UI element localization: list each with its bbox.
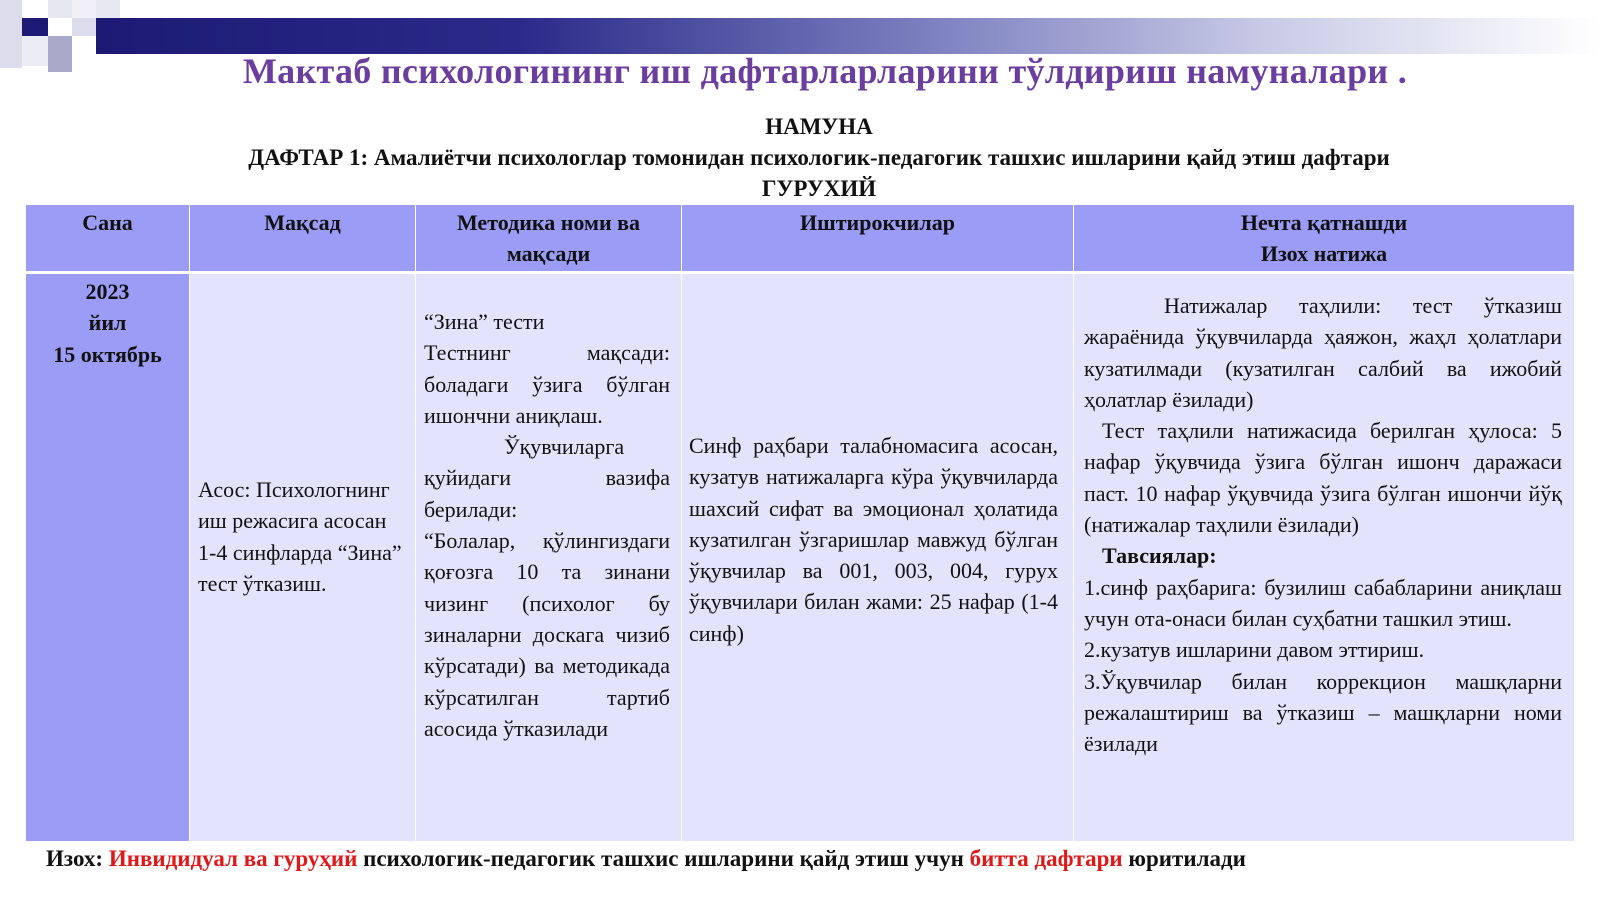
header-date-label: Сана bbox=[82, 210, 133, 235]
footnote bbox=[46, 846, 1246, 872]
date-word: йил bbox=[88, 310, 127, 336]
notebook-heading: ДАФТАР 1: Амалиётчи психологлар томонидан психологик-педагогик ташхис ишларини қайд этиш дафтари bbox=[248, 145, 1390, 170]
cell-goal bbox=[190, 274, 415, 841]
deco-square bbox=[96, 0, 120, 18]
page-title: Мактаб психологининг иш дафтарларларини тўлдириш намуналари . bbox=[242, 51, 1408, 91]
recommendation-item: 2.кузатув ишларини давом эттириш. bbox=[1084, 637, 1425, 663]
cell-method bbox=[416, 274, 681, 841]
method-instruction: “Болалар, қўлингиздаги қоғозга 10 та зинани чизинг (психолог бу зиналарни доскага чизиб кўрсатади) ва методикада кўрсатилган тартиб асосида ўтказилади bbox=[424, 528, 670, 741]
deco-square bbox=[22, 18, 48, 36]
journal-table bbox=[26, 205, 1574, 841]
header-result-line1: Нечта қатнашди bbox=[1240, 210, 1408, 235]
sample-heading: НАМУНА bbox=[765, 114, 873, 139]
header-goal bbox=[190, 205, 415, 271]
date-day: 15 октябрь bbox=[53, 341, 162, 367]
method-content bbox=[424, 306, 670, 744]
header-date bbox=[26, 205, 189, 271]
deco-square bbox=[48, 0, 72, 18]
cell-date bbox=[26, 274, 189, 841]
header-result bbox=[1074, 205, 1574, 271]
footnote-highlight: битта дафтари bbox=[969, 846, 1123, 871]
result-analysis: Натижалар таҳлили: тест ўтказиш жараёнида ўқувчиларда ҳаяжон, жаҳл ҳолатлари кузатилмади (кузатилган салбий ва ижобий ҳолатлар ёзилади) bbox=[1084, 293, 1562, 412]
method-task: Ўқувчиларга қуйидаги вазифа берилади: bbox=[424, 434, 670, 522]
recommendation-item: 1.синф раҳбарига: бузилиш сабабларини аниқлаш учун ота-онаси билан суҳбатни ташкил этиш. bbox=[1084, 574, 1562, 631]
header-method-line2: мақсади bbox=[506, 241, 591, 266]
method-goal: Тестнинг мақсади: боладаги ўзига бўлган ишончни аниқлаш. bbox=[424, 340, 670, 428]
result-conclusion: Тест таҳлили натижасида берилган ҳулоса: 5 нафар ўқувчида ўзига бўлган ишонч даражаси паст. 10 нафар ўқувчида ўзига бўлган ишончи йўқ (натижалар таҳлили ёзилади) bbox=[1084, 418, 1562, 538]
header-participants-label: Иштирокчилар bbox=[800, 210, 955, 235]
decorative-gradient-bar bbox=[96, 18, 1600, 54]
group-heading: ГУРУХИЙ bbox=[761, 176, 877, 201]
footnote-text: психологик-педагогик ташхис ишларини қайд этиш учун bbox=[357, 846, 970, 871]
header-result-line2: Изох натижа bbox=[1260, 241, 1388, 266]
cell-participants bbox=[682, 274, 1073, 841]
recommendations-title: Тавсиялар: bbox=[1102, 543, 1217, 569]
header-method bbox=[416, 205, 681, 271]
header-goal-label: Мақсад bbox=[264, 210, 341, 235]
footnote-highlight: Инвидидуал ва гуруҳий bbox=[108, 846, 358, 871]
participants-text: Синф раҳбари талабномасига асосан, кузатув натижаларга кўра ўқувчиларда шахсий сифат ва эмоционал ҳолатида кузатилган ўзгаришлар мавжуд бўлган ўқувчилар ва 001, 003, 004, гурух ўқувчилари билан жами: 25 нафар (1-4 синф) bbox=[689, 433, 1058, 646]
deco-square bbox=[72, 0, 96, 18]
header-method-line1: Методика номи ва bbox=[456, 210, 641, 235]
result-content bbox=[1084, 290, 1562, 759]
footnote-label: Изох: bbox=[46, 846, 109, 871]
date-year: 2023 bbox=[85, 279, 130, 304]
recommendation-item: 3.Ўқувчилар билан коррекцион машқларни режалаштириш ва ўтказиш – машқларни номи ёзилади bbox=[1084, 668, 1562, 757]
deco-square bbox=[72, 18, 96, 36]
method-name: “Зина” тести bbox=[424, 309, 545, 334]
cell-result bbox=[1074, 274, 1574, 841]
header-participants bbox=[682, 205, 1073, 271]
footnote-text: юритилади bbox=[1122, 846, 1246, 871]
goal-text: Асос: Психологнинг иш режасига асосан 1-4 синфларда “Зина” тест ўтказиш. bbox=[198, 477, 402, 596]
